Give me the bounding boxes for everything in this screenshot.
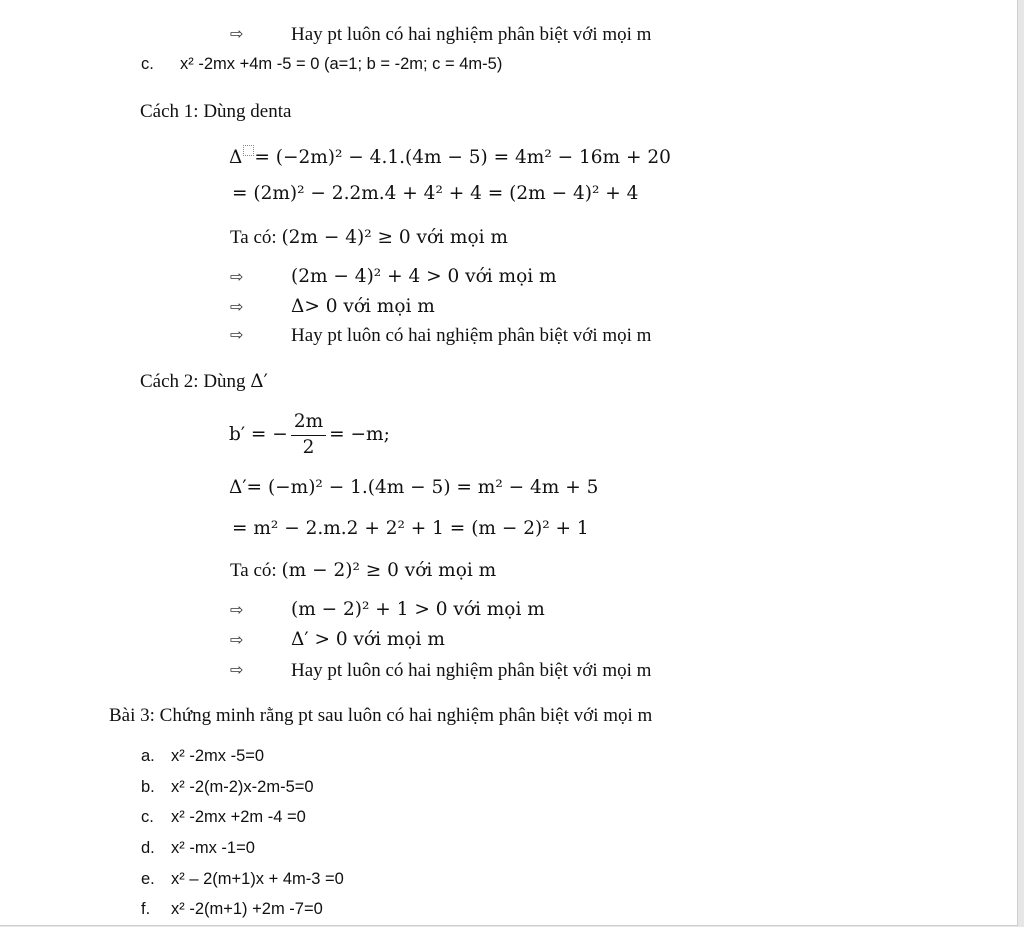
list-marker: d. <box>141 839 155 857</box>
conclusion-line: Hay pt luôn có hai nghiệm phân biệt với mọi m <box>291 325 652 346</box>
conclusion-line: Hay pt luôn có hai nghiệm phân biệt với mọi m <box>291 660 652 681</box>
implies-arrow-icon: ⇨ <box>230 600 244 619</box>
equation-c: x² -2mx +4m -5 = 0 (a=1; b = -2m; c = 4m-5) <box>180 55 503 73</box>
list-marker: a. <box>141 747 155 765</box>
list-marker: b. <box>141 778 155 796</box>
exercise-3-heading: Bài 3: Chứng minh rằng pt sau luôn có hai nghiệm phân biệt với mọi m <box>109 705 653 726</box>
taco-line-1 <box>230 228 508 248</box>
delta-calculation <box>229 145 671 168</box>
delta-prime-positive-line: Δ′ > 0 với mọi m <box>291 629 445 650</box>
exercise-item <box>141 901 323 918</box>
list-marker: c. <box>141 808 154 826</box>
b-prime-right: = −m; <box>329 424 390 445</box>
delta-rewrite: = (2m)² − 2.2m.4 + 4² + 4 = (2m − 4)² + 4 <box>232 183 639 204</box>
inequality-line: (2m − 4)² + 4 > 0 với mọi m <box>291 266 557 287</box>
conclusion-line: Hay pt luôn có hai nghiệm phân biệt với mọi m <box>291 24 652 45</box>
inequality-line: (m − 2)² + 1 > 0 với mọi m <box>291 599 545 620</box>
method-1-heading: Cách 1: Dùng denta <box>140 101 292 122</box>
implies-arrow-icon: ⇨ <box>230 297 244 316</box>
method-2-label: Cách 2: Dùng <box>140 371 251 392</box>
taco-line-2 <box>230 561 496 581</box>
delta-prime-calculation: Δ′= (−m)² − 1.(4m − 5) = m² − 4m + 5 <box>229 477 599 498</box>
delta-prime-rewrite: = m² − 2.m.2 + 2² + 1 = (m − 2)² + 1 <box>232 518 589 539</box>
exercise-equation: x² -2(m+1) +2m -7=0 <box>171 900 323 918</box>
list-marker: c. <box>141 55 154 73</box>
implies-arrow-icon: ⇨ <box>230 660 244 679</box>
exercise-equation: x² -2(m-2)x-2m-5=0 <box>171 778 314 796</box>
delta-symbol: Δ <box>229 147 243 169</box>
delta-expression: = (−2m)² − 4.1.(4m − 5) = 4m² − 16m + 20 <box>254 147 671 169</box>
exercise-equation: x² -mx -1=0 <box>171 839 255 857</box>
taco-label: Ta có: <box>230 560 282 581</box>
exercise-item <box>141 779 314 796</box>
taco-math: (2m − 4)² ≥ 0 với mọi m <box>281 227 508 248</box>
method-2-delta-prime: Δ′ <box>250 371 268 392</box>
fraction-denominator: 2 <box>302 436 315 458</box>
placeholder-box-icon <box>243 145 254 156</box>
taco-label: Ta có: <box>230 227 282 248</box>
taco-math: (m − 2)² ≥ 0 với mọi m <box>281 560 497 581</box>
implies-arrow-icon: ⇨ <box>230 630 244 649</box>
b-prime-formula <box>229 413 390 457</box>
implies-arrow-icon: ⇨ <box>230 24 244 43</box>
delta-positive-line: Δ> 0 với mọi m <box>291 296 435 317</box>
exercise-item <box>141 748 264 765</box>
list-marker: f. <box>141 900 151 918</box>
exercise-item <box>141 809 306 826</box>
implies-arrow-icon: ⇨ <box>230 267 244 286</box>
exercise-item <box>141 840 255 857</box>
exercise-equation: x² -2mx +2m -4 =0 <box>171 808 306 826</box>
fraction-numerator: 2m <box>291 413 326 436</box>
implies-arrow-icon: ⇨ <box>230 325 244 344</box>
list-marker: e. <box>141 870 155 888</box>
exercise-item <box>141 871 344 888</box>
method-2-heading <box>140 372 268 392</box>
b-prime-left: b′ = − <box>229 424 288 445</box>
exercise-equation: x² – 2(m+1)x + 4m-3 =0 <box>171 870 344 888</box>
exercise-equation: x² -2mx -5=0 <box>171 747 265 765</box>
fraction <box>291 413 326 457</box>
